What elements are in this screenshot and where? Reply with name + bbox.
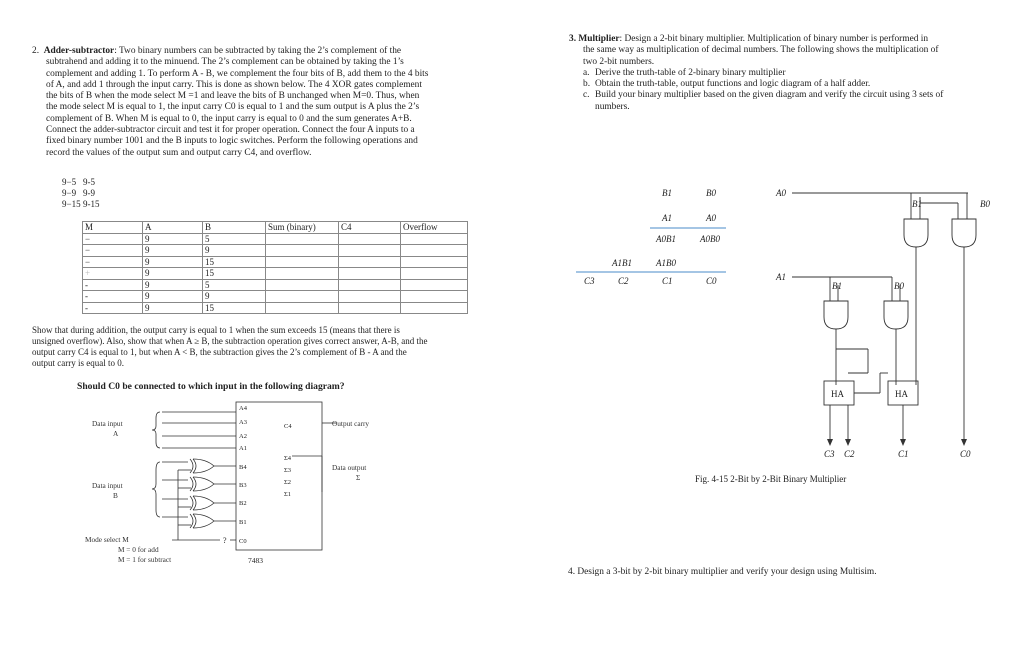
q2-paragraph	[32, 46, 428, 159]
pin-sum3: Σ3	[284, 467, 292, 474]
mode-add-label: M = 0 for add	[118, 545, 159, 554]
cell-b: 15	[203, 302, 266, 314]
cell-b: 5	[203, 279, 266, 291]
cell-sum[interactable]	[266, 233, 339, 245]
q2-title: Adder-subtractor	[43, 46, 115, 56]
table-header: Sum (binary)	[266, 222, 339, 234]
cell-c4[interactable]	[339, 256, 401, 268]
operation: 9−9	[62, 188, 77, 198]
table-row	[83, 279, 468, 291]
q2-line: fixed binary number 1001 and the B inputs to logic switches. Perform the following operations and	[46, 136, 418, 147]
chip-7483	[236, 402, 322, 550]
table-header-row	[83, 222, 468, 234]
circuit-b0-top: B0	[980, 199, 990, 209]
operation-row	[62, 177, 100, 188]
q3-item	[583, 68, 943, 79]
cell-a: 9	[143, 268, 203, 280]
mult-c3: C3	[584, 276, 595, 286]
mult-b0: B0	[706, 188, 716, 198]
q2-question: Should C0 be connected to which input in the following diagram?	[77, 381, 345, 392]
cell-overflow[interactable]	[401, 245, 468, 257]
cell-m: -	[83, 302, 143, 314]
operation: 9-15	[83, 199, 100, 209]
operation: 9-9	[83, 188, 95, 198]
table-row	[83, 291, 468, 303]
cell-overflow[interactable]	[401, 302, 468, 314]
cell-b: 5	[203, 233, 266, 245]
cell-overflow[interactable]	[401, 256, 468, 268]
cell-a: 9	[143, 233, 203, 245]
mult-b1: B1	[662, 188, 672, 198]
multiplier-circuit	[768, 183, 998, 463]
and-gate	[952, 219, 976, 247]
mult-c1: C1	[662, 276, 673, 286]
cell-b: 9	[203, 245, 266, 257]
chip-label: 7483	[248, 556, 263, 565]
cell-m: −	[83, 233, 143, 245]
pin-a4: A4	[239, 405, 247, 412]
table-row	[83, 233, 468, 245]
circuit-a0: A0	[776, 188, 786, 198]
q3-paragraph	[569, 34, 943, 113]
pin-b1: B1	[239, 519, 247, 526]
table-header: A	[143, 222, 203, 234]
q2-line: Connect the adder-subtractor circuit and test it for proper operation. Connect the four A inputs to a	[46, 125, 415, 136]
cell-m: -	[83, 291, 143, 303]
table-row	[83, 256, 468, 268]
circuit-c0: C0	[960, 449, 971, 459]
mult-c2: C2	[618, 276, 629, 286]
pin-b4: B4	[239, 464, 247, 471]
pin-sum2: Σ2	[284, 479, 292, 486]
cell-m: −	[83, 256, 143, 268]
pin-b3: B3	[239, 482, 247, 489]
and-gate	[824, 301, 848, 329]
cell-sum[interactable]	[266, 268, 339, 280]
q3-line: the same way as multiplication of decimal numbers. The following shows the multiplication of	[583, 45, 939, 56]
q2-line: of A, and add 1 through the input carry. This is done as shown below. The 4 XOR gates complement	[46, 79, 422, 90]
mult-a1b1: A1B1	[612, 258, 632, 268]
output-carry-label: Output carry	[332, 419, 370, 428]
q3-line: : Design a 2-bit binary multiplier. Multiplication of binary number is performed in	[619, 34, 929, 44]
table-header: B	[203, 222, 266, 234]
operation: 9−15	[62, 199, 81, 209]
cell-sum[interactable]	[266, 279, 339, 291]
circuit-c3: C3	[824, 449, 835, 459]
data-input-b-letter: B	[113, 491, 118, 500]
circuit-c1: C1	[898, 449, 909, 459]
xor-gate	[190, 496, 214, 510]
q2-line: the mode select M is equal to 1, the input carry C0 is equal to 1 and the sum output is A plus the 2’s	[46, 102, 420, 113]
pin-a3: A3	[239, 419, 247, 426]
cell-c4[interactable]	[339, 302, 401, 314]
q2-line: record the values of the output sum and output carry C4, and overflow.	[46, 147, 312, 158]
data-input-a-letter: A	[113, 429, 119, 438]
cell-b: 9	[203, 291, 266, 303]
circuit-b0-mid: B0	[894, 281, 904, 291]
q2-line: complement of B. When M is equal to 0, the input carry is equal to 0 and the sum generates A+B.	[46, 113, 412, 124]
item-text: Derive the truth-table of 2-binary binary multiplier	[595, 67, 786, 78]
note-line: output carry is equal to 0.	[32, 358, 124, 368]
note-line: Show that during addition, the output carry is equal to 1 when the sum exceeds 15 (means that there is	[32, 325, 400, 335]
circuit-c2: C2	[844, 449, 855, 459]
q2-line: the bits of B when the mode select M =1 and leave the bits of B unchanged when M=0. Thus, when	[46, 91, 420, 102]
q3-line: two 2-bit numbers.	[583, 56, 655, 67]
table-header: M	[83, 222, 143, 234]
ha-label-right: HA	[895, 389, 908, 399]
mult-a0: A0	[706, 213, 716, 223]
q2-line: complement and adding 1. To perform A - B, we complement the four bits of B, add them to the 4 bits	[46, 68, 429, 79]
mult-c0: C0	[706, 276, 717, 286]
and-gate	[904, 219, 928, 247]
cell-a: 9	[143, 256, 203, 268]
circuit-b1-mid: B1	[832, 281, 842, 291]
cell-a: 9	[143, 245, 203, 257]
mult-a1b0: A1B0	[656, 258, 676, 268]
item-marker: c.	[583, 90, 590, 101]
data-output-sigma: Σ	[356, 473, 361, 482]
mode-subtract-label: M = 1 for subtract	[118, 555, 172, 564]
cell-sum[interactable]	[266, 302, 339, 314]
cell-b: 15	[203, 256, 266, 268]
pin-sum1: Σ1	[284, 491, 292, 498]
pin-b2: B2	[239, 500, 247, 507]
c0-question: ?	[223, 536, 227, 545]
pin-a2: A2	[239, 433, 247, 440]
circuit-a1: A1	[776, 272, 786, 282]
figure-caption: Fig. 4-15 2-Bit by 2-Bit Binary Multiplier	[695, 474, 847, 484]
item-text: numbers.	[595, 101, 630, 112]
xor-gate	[190, 459, 214, 473]
item-marker: a.	[583, 67, 590, 78]
cell-m: -	[83, 279, 143, 291]
table-row	[83, 302, 468, 314]
cell-c4[interactable]	[339, 279, 401, 291]
operation-row	[62, 188, 100, 199]
pin-c4: C4	[284, 423, 292, 430]
note-line: output carry C4 is equal to 1, but when A < B, the subtraction gives the 2’s complement of B - A and the	[32, 347, 407, 357]
pin-a1: A1	[239, 445, 247, 452]
mult-a1: A1	[662, 213, 672, 223]
cell-overflow[interactable]	[401, 268, 468, 280]
cell-c4[interactable]	[339, 291, 401, 303]
q3-title: 3. Multiplier	[569, 34, 620, 44]
cell-a: 9	[143, 291, 203, 303]
cell-sum[interactable]	[266, 291, 339, 303]
operations-table	[82, 221, 468, 314]
data-input-a-label: Data input	[92, 419, 123, 428]
operation: 9-5	[83, 177, 95, 187]
q3-item	[583, 102, 943, 113]
cell-c4[interactable]	[339, 268, 401, 280]
xor-gate	[190, 477, 214, 491]
q2-first-line	[32, 46, 428, 57]
operation-row	[62, 199, 100, 210]
cell-m: −	[83, 245, 143, 257]
mult-a0b0: A0B0	[700, 234, 720, 244]
pin-sum4: Σ4	[284, 455, 292, 462]
q4-text: 4. Design a 3-bit by 2-bit binary multiplier and verify your design using Multisim.	[568, 567, 877, 577]
item-marker: b.	[583, 79, 591, 90]
mult-a0b1: A0B1	[656, 234, 676, 244]
pin-c0: C0	[239, 538, 247, 545]
ha-label-left: HA	[831, 389, 844, 399]
cell-b: 15	[203, 268, 266, 280]
mode-select-label: Mode select M	[85, 535, 129, 544]
cell-a: 9	[143, 279, 203, 291]
cell-c4[interactable]	[339, 233, 401, 245]
table-row	[83, 268, 468, 280]
q2-line: : Two binary numbers can be subtracted by taking the 2’s complement of the	[114, 46, 402, 56]
cell-m: +	[83, 268, 143, 280]
q3-first-line	[569, 34, 943, 45]
cell-sum[interactable]	[266, 256, 339, 268]
q2-line: subtrahend and adding it to the minuend. The 2’s complement can be obtained by taking the 1’s	[46, 57, 404, 68]
operations-list	[62, 177, 100, 210]
note-line: unsigned overflow). Also, show that when A ≥ B, the subtraction operation gives correct answer, A-B, and the	[32, 336, 428, 346]
xor-gate	[190, 514, 214, 528]
cell-a: 9	[143, 302, 203, 314]
item-text: Obtain the truth-table, output functions and logic diagram of a half adder.	[595, 79, 871, 90]
table-header: Overflow	[401, 222, 468, 234]
cell-overflow[interactable]	[401, 279, 468, 291]
circuit-b1-top: B1	[912, 199, 922, 209]
data-input-b-label: Data input	[92, 481, 123, 490]
adder-subtractor-diagram	[80, 398, 410, 573]
operation: 9−5	[62, 177, 77, 187]
cell-c4[interactable]	[339, 245, 401, 257]
data-output-label: Data output	[332, 463, 367, 472]
q2-note	[32, 325, 428, 369]
cell-overflow[interactable]	[401, 291, 468, 303]
cell-overflow[interactable]	[401, 233, 468, 245]
table-header: C4	[339, 222, 401, 234]
multiplication-layout	[576, 182, 746, 292]
item-text: Build your binary multiplier based on the given diagram and verify the circuit using 3 sets of	[595, 90, 944, 101]
q2-number: 2.	[32, 46, 40, 56]
cell-sum[interactable]	[266, 245, 339, 257]
q3-item	[583, 79, 943, 90]
q3-item	[583, 90, 943, 101]
and-gate	[884, 301, 908, 329]
table-row	[83, 245, 468, 257]
